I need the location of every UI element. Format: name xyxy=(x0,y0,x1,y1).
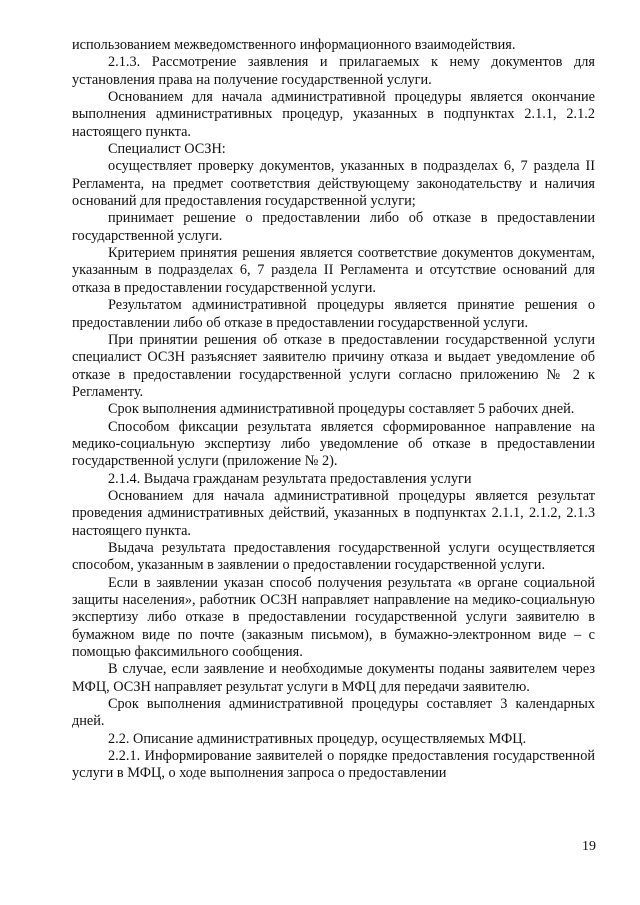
paragraph: Срок выполнения административной процедуры составляет 3 календарных дней. xyxy=(72,696,595,730)
paragraph: Срок выполнения административной процедуры составляет 5 рабочих дней. xyxy=(108,401,575,418)
paragraph: Основанием для начала административной процедуры является окончание выполнения административных процедур, указанных в подпунктах 2.1.1, 2.1.2 настоящего пункта. xyxy=(72,89,595,140)
paragraph: 2.1.4. Выдача гражданам результата предоставления услуги xyxy=(108,470,472,487)
paragraph: принимает решение о предоставлении либо об отказе в предоставлении государственной услуги. xyxy=(72,210,595,244)
paragraph: Выдача результата предоставления государственной услуги осуществляется способом, указанным в заявлении о предоставлении государственной услуги. xyxy=(72,539,595,574)
paragraph: Результатом административной процедуры является принятие решения о предоставлении либо об отказе в предоставлении государственной услуги. xyxy=(72,297,595,331)
paragraph: использованием межведомственного информационного взаимодействия. xyxy=(72,37,516,53)
paragraph: При принятии решения об отказе в предоставлении государственной услуги специалист ОСЗН разъясняет заявителю причину отказа и выдает уведомление об отказе в предоставлении государственной услуги согласно приложению № 2 к Регламенту. xyxy=(72,331,595,400)
paragraph: 2.2. Описание административных процедур, осуществляемых МФЦ. xyxy=(108,730,527,747)
paragraph: Если в заявлении указан способ получения результата «в органе социальной защиты населения», работник ОСЗН направляет направление на медико-социальную экспертизу либо отказе в предоставлении государственной услуги заявителю в бумажном виде по почте (заказным письмом), в бумажно-электронном виде – с помощью факсимильного сообщения. xyxy=(72,574,595,661)
paragraph: Способом фиксации результата является сформированное направление на медико-социальную экспертизу либо уведомление об отказе в предоставлении государственной услуги (приложение № 2). xyxy=(72,418,595,470)
page-number: 19 xyxy=(582,839,596,854)
paragraph: Критерием принятия решения является соответствие документов документам, указанным в подразделах 6, 7 раздела II Регламента и отсутствие оснований для отказа в предоставлении государственной услуги. xyxy=(72,245,595,296)
paragraph: осуществляет проверку документов, указанных в подразделах 6, 7 раздела II Регламента, на предмет соответствия действующему законодательству и наличия оснований для предоставления государственной услуги; xyxy=(72,158,595,210)
document-body xyxy=(72,37,595,783)
paragraph: Основанием для начала административной процедуры является результат проведения административных действий, указанных в подпунктах 2.1.1, 2.1.2, 2.1.3 настоящего пункта. xyxy=(72,487,595,539)
paragraph: 2.1.3. Рассмотрение заявления и прилагаемых к нему документов для установления права на получение государственной услуги. xyxy=(72,54,595,88)
paragraph: В случае, если заявление и необходимые документы поданы заявителем через МФЦ, ОСЗН направляет результат услуги в МФЦ для передачи заявителю. xyxy=(72,661,595,695)
paragraph: 2.2.1. Информирование заявителей о порядке предоставления государственной услуги в МФЦ, о ходе выполнения запроса о предоставлении xyxy=(72,748,595,782)
paragraph: Специалист ОСЗН: xyxy=(108,141,226,158)
